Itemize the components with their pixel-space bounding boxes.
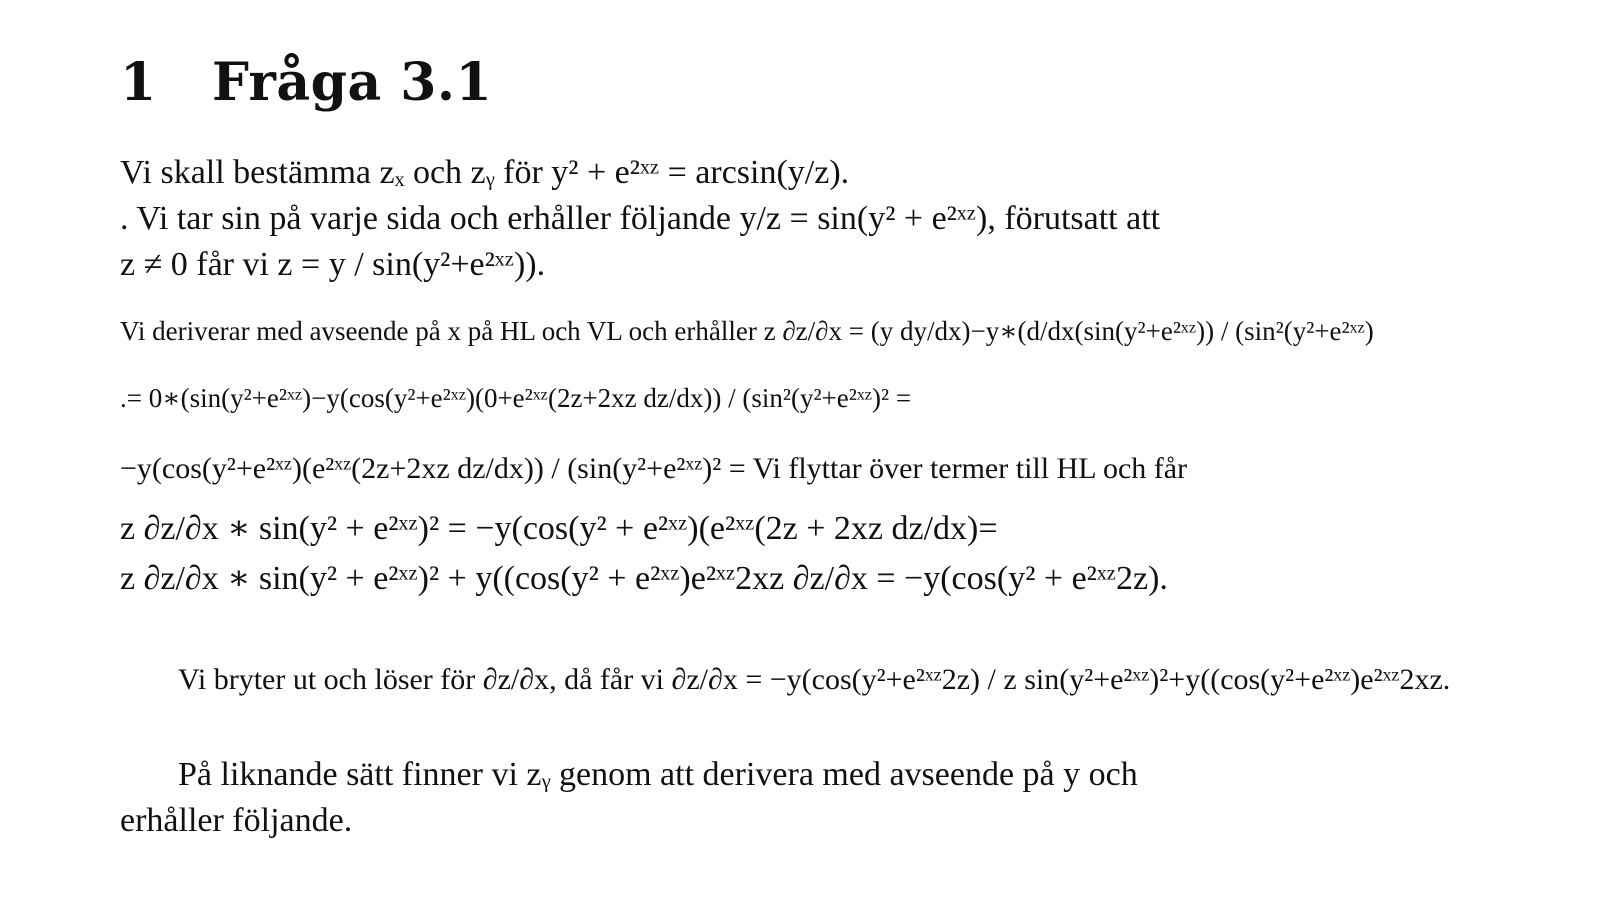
- text-line-6: [120, 454, 1187, 484]
- text-line-9: [178, 665, 1450, 695]
- section-heading: [120, 52, 492, 113]
- line-text: Vi skall bestämma zₓ och zᵧ för y² + e²ˣᶻ = arcsin(y/z).: [120, 154, 850, 191]
- line-text: Vi bryter ut och löser för ∂z/∂x, då får vi ∂z/∂x = −y(cos(y²+e²ˣᶻ2z) / z sin(y²+e²ˣᶻ)²+y((cos(y²+e²ˣᶻ)e²ˣᶻ2xz.: [178, 663, 1451, 696]
- section-number: 1: [120, 52, 157, 113]
- line-text: z ∂z/∂x ∗ sin(y² + e²ˣᶻ)² = −y(cos(y² + e²ˣᶻ)(e²ˣᶻ(2z + 2xz dz/dx)=: [120, 510, 998, 547]
- line-text: .= 0∗(sin(y²+e²ˣᶻ)−y(cos(y²+e²ˣᶻ)(0+e²ˣᶻ(2z+2xz dz/dx)) / (sin²(y²+e²ˣᶻ)² =: [120, 383, 912, 413]
- text-line-8: [120, 562, 1168, 596]
- text-line-11: [120, 804, 352, 838]
- text-line-3: [120, 248, 545, 282]
- text-line-4: [120, 318, 1374, 345]
- text-line-10: [178, 758, 1138, 792]
- line-text: z ∂z/∂x ∗ sin(y² + e²ˣᶻ)² + y((cos(y² + e²ˣᶻ)e²ˣᶻ2xz ∂z/∂x = −y(cos(y² + e²ˣᶻ2z).: [120, 560, 1168, 597]
- line-text: . Vi tar sin på varje sida och erhåller följande y/z = sin(y² + e²ˣᶻ), förutsatt att: [120, 200, 1161, 237]
- text-line-2: [120, 202, 1160, 236]
- line-text: −y(cos(y²+e²ˣᶻ)(e²ˣᶻ(2z+2xz dz/dx)) / (sin(y²+e²ˣᶻ)² = Vi flyttar över termer till HL och får: [120, 452, 1188, 485]
- line-text: På liknande sätt finner vi zᵧ genom att derivera med avseende på y och: [178, 756, 1138, 793]
- section-title: Fråga 3.1: [212, 52, 493, 113]
- text-line-7: [120, 512, 998, 546]
- line-text: Vi deriverar med avseende på x på HL och VL och erhåller z ∂z/∂x = (y dy/dx)−y∗(d/dx(sin(y²+e²ˣᶻ)) / (sin²(y²+e²ˣᶻ): [120, 316, 1374, 346]
- line-text: erhåller följande.: [120, 802, 353, 839]
- text-line-1: [120, 156, 849, 190]
- text-line-5: [120, 385, 911, 412]
- line-text: z ≠ 0 får vi z = y / sin(y²+e²ˣᶻ)).: [120, 246, 546, 283]
